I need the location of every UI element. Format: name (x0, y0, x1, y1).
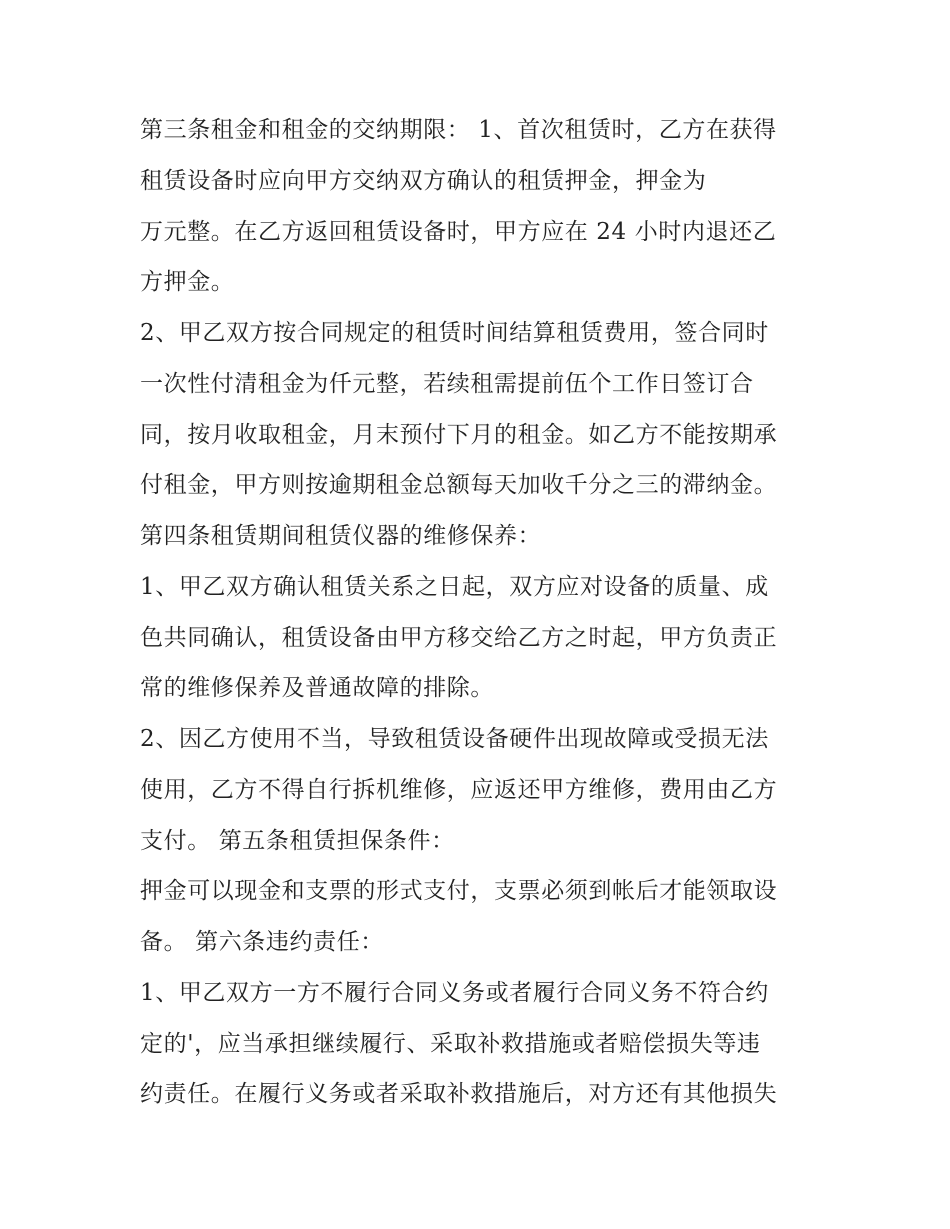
text-line: 色共同确认，租赁设备由甲方移交给乙方之时起，甲方负责正 (140, 625, 778, 651)
text-line: 租赁设备时应向甲方交纳双方确认的租赁押金，押金为 (140, 168, 707, 194)
text-line: 万元整。在乙方返回租赁设备时，甲方应在 24 小时内退还乙 (140, 219, 777, 245)
text-line: 同，按月收取租金，月末预付下月的租金。如乙方不能按期承 (140, 422, 778, 448)
text-line: 2、因乙方使用不当，导致租赁设备硬件出现故障或受损无法 (140, 726, 769, 752)
text-line: 付租金，甲方则按逾期租金总额每天加收千分之三的滞纳金。 (140, 472, 778, 498)
text-line: 第三条租金和租金的交纳期限： 1、首次租赁时，乙方在获得 (140, 117, 777, 143)
text-line: 1、甲乙双方确认租赁关系之日起，双方应对设备的质量、成 (140, 574, 769, 600)
text-line: 1、甲乙双方一方不履行合同义务或者履行合同义务不符合约 (140, 980, 769, 1006)
text-line: 2、甲乙双方按合同规定的租赁时间结算租赁费用，签合同时 (140, 320, 769, 346)
text-line: 使用，乙方不得自行拆机维修，应返还甲方维修，费用由乙方 (140, 777, 778, 803)
text-line: 定的'，应当承担继续履行、采取补救措施或者赔偿损失等违 (140, 1031, 761, 1057)
text-line: 一次性付清租金为仟元整，若续租需提前伍个工作日签订合 (140, 371, 754, 397)
text-line: 押金可以现金和支票的形式支付，支票必须到帐后才能领取设 (140, 878, 778, 904)
text-line: 备。 第六条违约责任： (140, 929, 384, 955)
section-heading: 第四条租赁期间租赁仪器的维修保养： (140, 523, 542, 549)
text-line: 约责任。在履行义务或者采取补救措施后，对方还有其他损失 (140, 1081, 778, 1107)
text-line: 支付。 第五条租赁担保条件： (140, 828, 455, 854)
text-line: 常的维修保养及普通故障的排除。 (140, 675, 494, 701)
text-line: 方押金。 (140, 269, 235, 295)
